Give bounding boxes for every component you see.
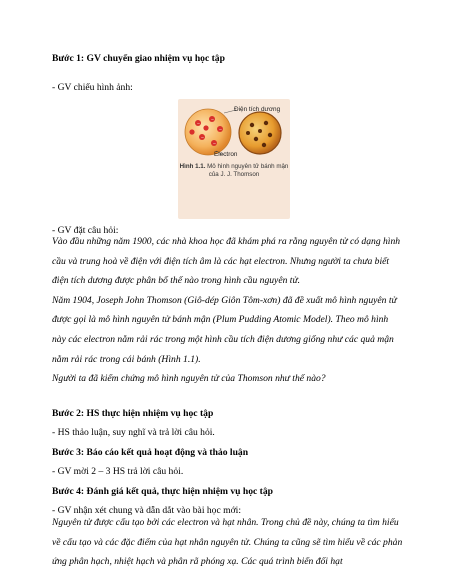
question-block [52,232,404,389]
thomson-atom-figure [178,99,290,219]
step1-heading: Bước 1: GV chuyển giao nhiệm vụ học tập [52,53,225,64]
figure-caption [178,163,290,180]
figure-caption-number: Hình 1.1. [179,163,206,170]
step4-text: - GV nhận xét chung và dẫn dắt vào bài học mới: [52,505,241,516]
question-paragraph-2: Năm 1904, Joseph John Thomson (Giô-dép Giôn Tôm-xơn) đã đề xuất mô hình nguyên tử được gọi là mô hình nguyên tử bánh mận (Plum Pudding Atomic Model). Theo mô hình này các electron nằm rải rác trong một hình cầu tích điện dương giống như các quả mận nằm rải rác trong cái bánh (Hình 1.1). [52,294,397,365]
ask-question-text: - GV đặt câu hỏi: [52,225,119,236]
svg-text:−: − [210,116,215,122]
electron-label: Electron [214,151,238,158]
step3-heading: Bước 3: Báo cáo kết quả hoạt động và thảo luận [52,447,249,458]
svg-text:−: − [200,134,205,140]
step2-heading: Bước 2: HS thực hiện nhiệm vụ học tập [52,408,214,419]
question-paragraph-3: Người ta đã kiểm chứng mô hình nguyên tử của Thomson như thế nào? [52,373,326,385]
question-paragraph-1: Vào đầu những năm 1900, các nhà khoa học đã khám phá ra rằng nguyên tử có dạng hình cầu và trung hoà về điện với điện tích âm là các hạt electron. Nhưng người ta chưa biết điện tích dương được phân bố thế nào trong hình cầu nguyên tử. [52,236,401,287]
svg-text:−: − [212,140,217,146]
step3-text: - GV mời 2 – 3 HS trả lời câu hỏi. [52,466,184,477]
intro-block [52,513,404,572]
figure-caption-text: Mô hình nguyên tử bánh mận của J. J. Thomson [207,163,289,179]
intro-paragraph: Nguyên tử được cấu tạo bởi các electron và hạt nhân. Trong chủ đề này, chúng ta tìm hiểu về cấu tạo và các đặc điểm của hạt nhân nguyên tử. Chúng ta cũng sẽ tìm hiểu về các phản ứng phân hạch, nhiệt hạch và phân rã phóng xạ. Các quá trình biến đổi hạt [52,517,403,568]
positive-charge-label: Điện tích dương [234,106,281,113]
step4-heading: Bước 4: Đánh giá kết quả, thực hiện nhiệm vụ học tập [52,486,273,497]
step2-text: - HS thảo luận, suy nghĩ và trả lời câu hỏi. [52,427,215,438]
svg-text:−: − [218,126,223,132]
show-image-text: - GV chiếu hình ảnh: [52,82,133,93]
svg-text:−: − [196,120,201,126]
